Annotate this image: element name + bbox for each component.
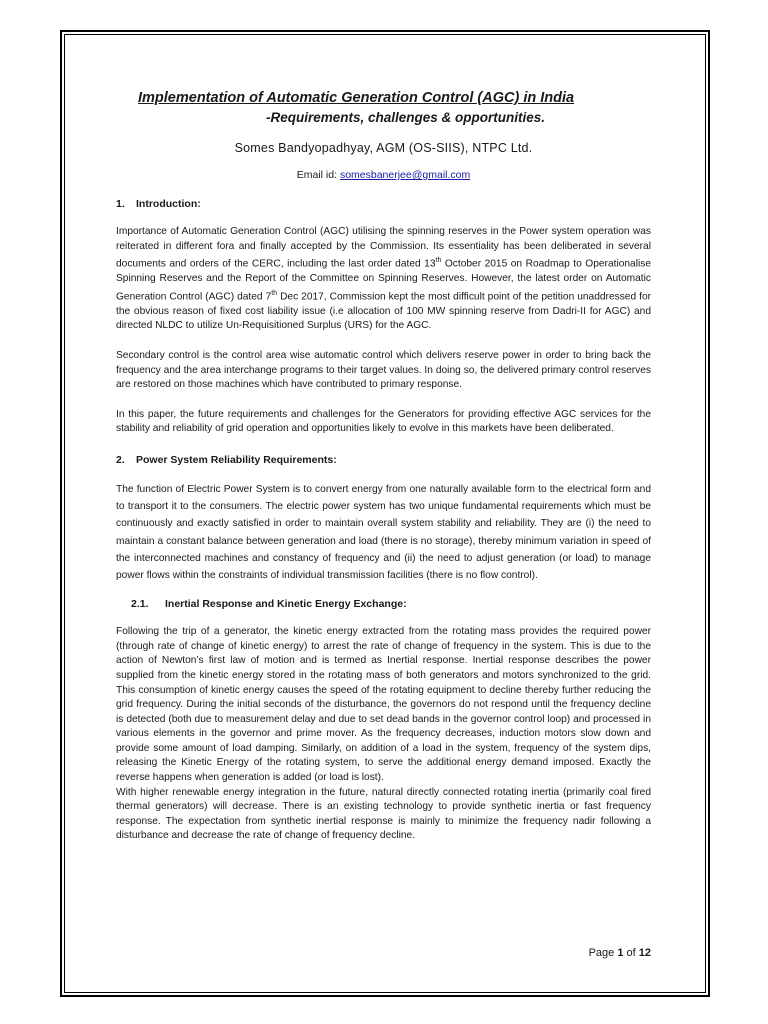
paragraph-power-system-function: The function of Electric Power System is to convert energy from one naturally available form to the electrical form and to transport it to the consumers. The electric power system has two unique fundamental requirements which must be continuously and exactly satisfied in order to maintain overall system stability and reliability. They are (i) the need to maintain a constant balance between generation and load (there is no storage), thereby minimum variation in speed of the interconnected machines and constancy of frequency and (ii) the need to adjust generation (or load) to manage power flows within the constraints of individual transmission facilities (there is no flow control). bbox=[116, 483, 651, 581]
section-number: 1. bbox=[116, 198, 125, 210]
section-heading-inertial-response bbox=[131, 598, 651, 610]
paragraph-paper-scope: In this paper, the future requirements and challenges for the Generators for providing effective AGC services for the stability and reliability of grid operation and opportunities likely to evolve in this markets have been deliberated. bbox=[116, 408, 651, 435]
text-run: October 2015 on Roadmap to Operationalise Spinning Reserves and the Report of the Committee on Spinning Reserves. However, the latest order on Automatic Generation Control (AGC) dated 7 bbox=[116, 258, 651, 303]
text-run: Importance of Automatic Generation Control (AGC) utilising the spinning reserves in the Power system operation was reiterated in different fora and finally accepted by the Commission. Its essentiality has been deliberated in several documents and orders of the CERC, including the last order dated 13 bbox=[116, 226, 651, 270]
superscript: th bbox=[271, 289, 278, 297]
section-heading-reliability bbox=[116, 454, 651, 466]
section-number: 2. bbox=[116, 453, 125, 466]
section-number: 2.1. bbox=[131, 598, 149, 611]
document-subtitle: -Requirements, challenges & opportunities. bbox=[266, 110, 546, 125]
email-label: Email id: bbox=[296, 169, 340, 181]
section-title: Introduction: bbox=[136, 198, 201, 210]
total-pages: 12 bbox=[638, 947, 651, 959]
email-link[interactable]: somesbanerjee@gmail.com bbox=[339, 169, 471, 181]
paragraph-inertial-response: Following the trip of a generator, the kinetic energy extracted from the rotating mass provides the required power (through rate of change of kinetic energy) to arrest the rate of change of frequency in the system. This is due to the action of Newton’s first law of motion and is termed as Inertial response. Inertial response describes the power supplied from the kinetic energy stored in the rotating mass of both generators and motors synchronized to the grid. This consumption of kinetic energy causes the speed of the rotating equipment to decline thereby further reducing the grid frequency. During the initial seconds of the disturbance, the governors do not respond until the frequency decline is detected (both due to measurement delay and due to set dead bands in the governor control loop) and processed in various elements in the governor and prime mover. As the frequency decreases, induction motors slow down and provide some amount of load damping. Similarly, on addition of a load in the system, frequency of the system dips, releasing the Kinetic Energy of the rotating system, to serve the additional energy demand imposed. Exactly the reverse happens when generation is added (or load is lost). bbox=[116, 626, 651, 784]
author-line: Somes Bandyopadhyay, AGM (OS-SIIS), NTPC Ltd. bbox=[234, 141, 533, 155]
current-page: 1 bbox=[617, 947, 624, 959]
paragraph-intro-agc bbox=[116, 225, 651, 334]
section-heading-introduction bbox=[116, 198, 651, 210]
section-title: Inertial Response and Kinetic Energy Exchange: bbox=[165, 598, 407, 611]
email-line bbox=[116, 169, 651, 181]
section-title: Power System Reliability Requirements: bbox=[136, 453, 337, 466]
document-title: Implementation of Automatic Generation Control (AGC) in India bbox=[138, 90, 575, 106]
footer-text: of bbox=[623, 947, 639, 959]
paragraph-secondary-control: Secondary control is the control area wise automatic control which delivers reserve power in order to bring back the frequency and the area interchange programs to their target values. In doing so, the delivered primary control reserves are restored on those machines which have contributed to primary response. bbox=[116, 349, 651, 391]
text-run: Dec 2017, Commission kept the most difficult point of the petition unaddressed for the obvious reason of fixed cost liability issue (i.e allocation of 100 MW spinning reserve from Dadri-II for AGC) and directed NLDC to utilize Un-Requisitioned Surplus (URS) for the AGC. bbox=[116, 291, 652, 332]
paragraph-renewable-inertia: With higher renewable energy integration in the future, natural directly connected rotating inertia (primarily coal fired thermal generators) will decrease. There is an existing technology to provide synthetic inertia or fast frequency response. The expectation from synthetic inertial response is mainly to minimize the frequency nadir following a disturbance and decrease the rate of change of frequency decline. bbox=[116, 786, 651, 842]
superscript: th bbox=[435, 257, 442, 265]
page-number-footer bbox=[589, 947, 651, 959]
document-body bbox=[116, 84, 651, 844]
footer-text: Page bbox=[588, 947, 618, 959]
